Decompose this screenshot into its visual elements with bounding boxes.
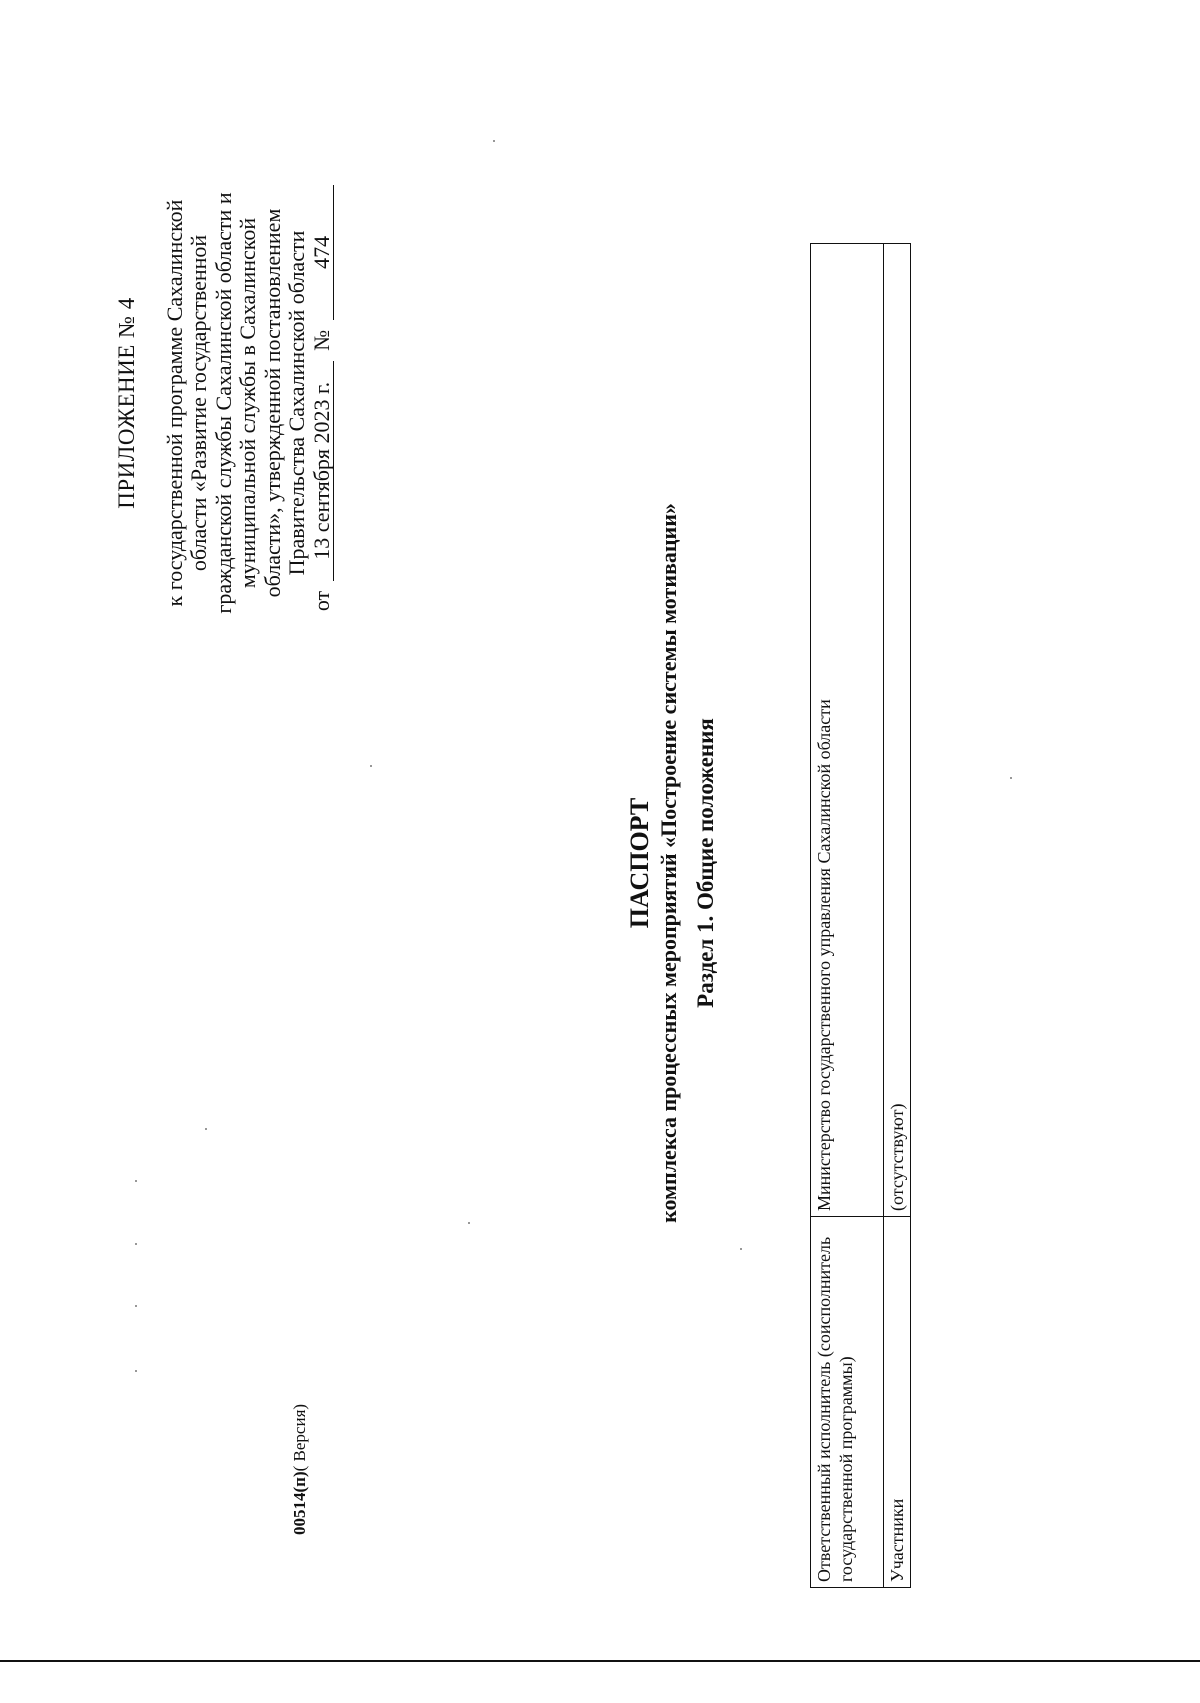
table-cell-value: Министерство государственного управления Сахалинской области: [811, 244, 884, 1217]
scan-speck: [468, 1222, 470, 1224]
appendix-line: к государственной программе Сахалинской: [161, 199, 187, 607]
table-cell-label: Ответственный исполнитель (соисполнитель государственной программы): [811, 1217, 884, 1588]
scan-speck: [370, 765, 372, 767]
appendix-line: области», утвержденной постановлением: [259, 208, 285, 598]
appendix-line: Правительства Сахалинской области: [284, 230, 309, 576]
document-code: 00514(п): [290, 1471, 309, 1535]
table-cell-value: (отсутствуют): [884, 244, 911, 1217]
scan-speck: [205, 1128, 207, 1130]
scan-speck: [135, 1180, 137, 1182]
table-row: [811, 244, 884, 1588]
appendix-title: ПРИЛОЖЕНИЕ № 4: [114, 297, 139, 509]
section-title: Раздел 1. Общие положения: [693, 718, 718, 1008]
appendix-line: гражданской службы Сахалинской области и: [210, 192, 236, 614]
appendix-line: муниципальной службы в Сахалинской: [235, 217, 260, 589]
table-cell-label: Участники: [884, 1217, 911, 1588]
scan-speck: [1010, 777, 1012, 779]
scan-edge-line: [0, 1660, 1200, 1662]
passport-heading: [625, 313, 683, 1413]
general-provisions-table: [810, 243, 911, 1588]
scan-speck: [493, 140, 495, 142]
decree-number: 474: [311, 185, 334, 320]
number-label: №: [308, 329, 334, 351]
scan-speck: [135, 1370, 137, 1372]
table-row: [884, 244, 911, 1588]
document-version: ( Версия): [290, 1403, 309, 1472]
passport-title: ПАСПОРТ: [625, 797, 654, 929]
appendix-block: [115, 143, 334, 663]
footer-code: [290, 1404, 310, 1535]
passport-subtitle: комплекса процессных мероприятий «Построение системы мотивации»: [656, 503, 681, 1223]
decree-date: 13 сентября 2023 г.: [311, 361, 334, 581]
appendix-line: области «Развитие государственной: [186, 234, 211, 572]
scan-speck: [740, 1248, 742, 1250]
scan-speck: [135, 1243, 137, 1245]
appendix-date-line: [310, 143, 335, 663]
scan-speck: [135, 1305, 137, 1307]
from-label: от: [308, 590, 334, 612]
